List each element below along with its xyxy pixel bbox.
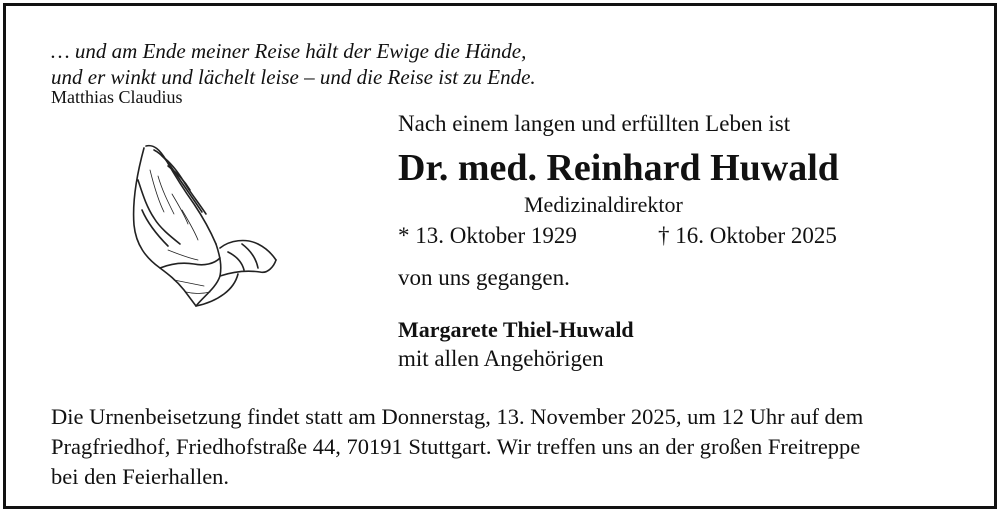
announcement-intro: Nach einem langen und erfüllten Leben ist — [398, 111, 791, 136]
burial-line-1: Die Urnenbeisetzung findet statt am Donnerstag, 13. November 2025, um 12 Uhr auf dem — [51, 404, 864, 429]
birth-date: * 13. Oktober 1929 — [398, 223, 577, 248]
burial-line-3: bei den Feierhallen. — [51, 464, 230, 489]
praying-hands-icon — [124, 140, 279, 312]
deceased-name: Dr. med. Reinhard Huwald — [398, 147, 839, 189]
burial-info — [51, 402, 863, 492]
mourner-name: Margarete Thiel-Huwald — [398, 317, 634, 342]
death-date: † 16. Oktober 2025 — [658, 223, 837, 248]
announcement-gone: von uns gegangen. — [398, 265, 570, 290]
quote-line-1: … und am Ende meiner Reise hält der Ewige die Hände, — [51, 39, 527, 63]
mourner-relatives: mit allen Angehörigen — [398, 346, 604, 371]
quote — [51, 38, 536, 90]
quote-author: Matthias Claudius — [51, 87, 183, 107]
quote-line-2: und er winkt und lächelt leise – und die Reise ist zu Ende. — [51, 65, 536, 89]
obituary-frame — [3, 3, 997, 509]
deceased-title: Medizinaldirektor — [524, 192, 683, 217]
burial-line-2: Pragfriedhof, Friedhofstraße 44, 70191 Stuttgart. Wir treffen uns an der großen Freitreppe — [51, 434, 861, 459]
